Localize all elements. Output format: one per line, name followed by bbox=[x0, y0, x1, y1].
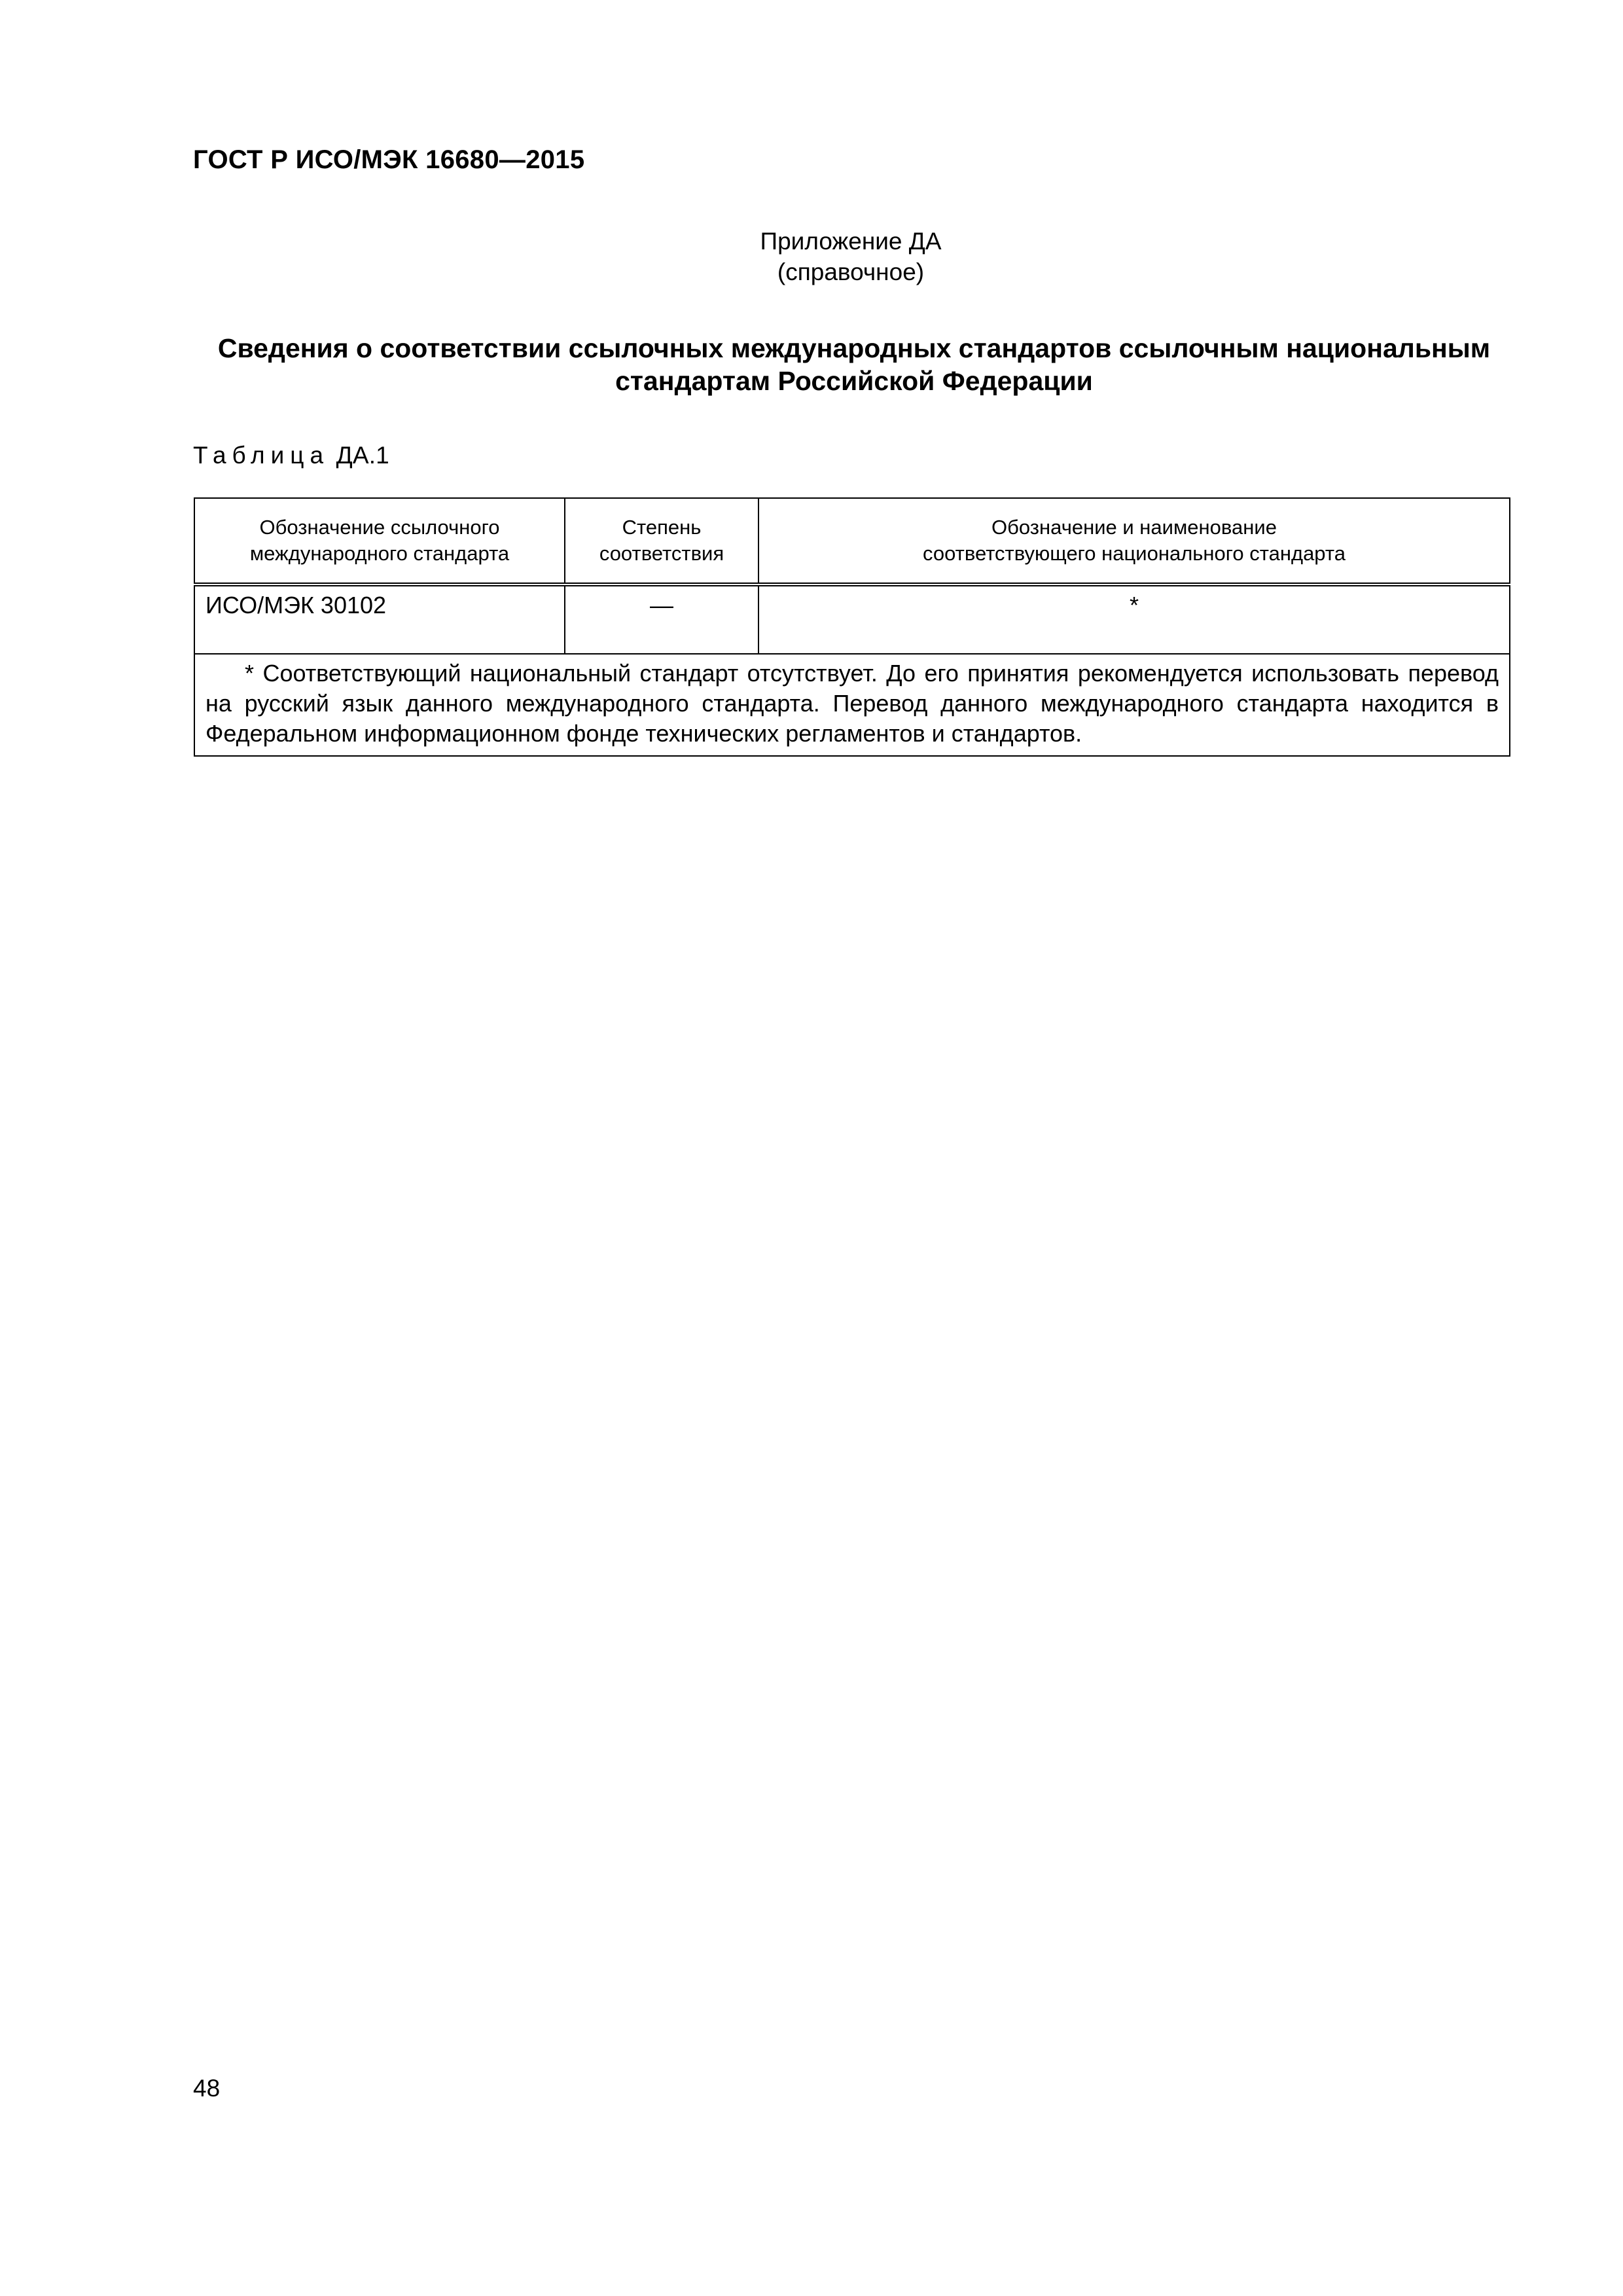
reference-table bbox=[194, 497, 1510, 757]
table-row bbox=[194, 584, 1510, 654]
column-header-line: соответствующего национального стандарта bbox=[923, 542, 1346, 565]
table-caption-number: ДА.1 bbox=[336, 442, 389, 469]
column-header-line: международного стандарта bbox=[249, 542, 510, 565]
title-line-1: Сведения о соответствии ссылочных международных стандартов ссылочным национальным bbox=[217, 333, 1491, 363]
document-title bbox=[193, 332, 1515, 397]
table-footnote-cell bbox=[194, 654, 1510, 756]
column-header-line: Степень bbox=[622, 516, 702, 539]
document-header: ГОСТ Р ИСО/МЭК 16680—2015 bbox=[193, 145, 585, 174]
cell-international-standard: ИСО/МЭК 30102 bbox=[194, 584, 565, 654]
column-header-degree bbox=[565, 498, 758, 584]
column-header-line: Обозначение и наименование bbox=[991, 516, 1277, 539]
column-header-national bbox=[758, 498, 1510, 584]
appendix-kind: (справочное) bbox=[777, 259, 925, 285]
page-number: 48 bbox=[193, 2075, 221, 2102]
table-footnote-row bbox=[194, 654, 1510, 756]
column-header-line: Обозначение ссылочного bbox=[259, 516, 500, 539]
table-footnote: * Соответствующий национальный стандарт отсутствует. До его принятия рекомендуется использовать перевод на русский язык данного международного стандарта. Перевод данного международного стандарта находится в Федеральном информационном фонде технических регламентов и стандартов. bbox=[205, 660, 1499, 747]
title-line-2: стандартам Российской Федерации bbox=[615, 366, 1093, 396]
cell-degree: — bbox=[565, 584, 758, 654]
appendix-heading bbox=[687, 226, 1014, 287]
cell-national-standard: * bbox=[758, 584, 1510, 654]
table-caption bbox=[193, 442, 389, 469]
column-header-line: соответствия bbox=[599, 542, 724, 565]
table-header-row bbox=[194, 498, 1510, 584]
column-header-international bbox=[194, 498, 565, 584]
appendix-name: Приложение ДА bbox=[760, 228, 942, 255]
table-caption-word: Таблица bbox=[193, 442, 330, 469]
